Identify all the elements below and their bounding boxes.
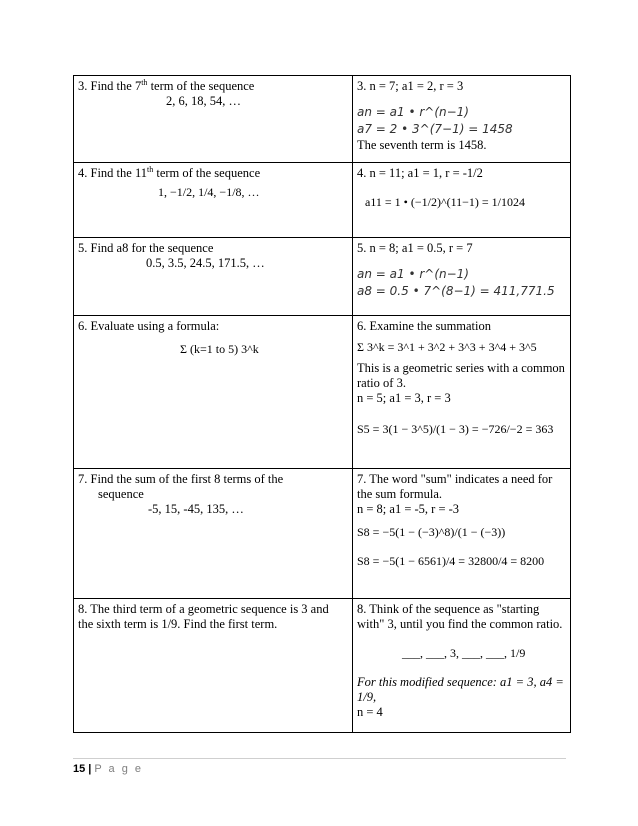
formula: an = a1 • r^(n−1) — [357, 105, 469, 119]
question-cell: 3. Find the 7th term of the sequence 2, 6, 18, 54, … — [74, 76, 353, 163]
table-row — [74, 238, 571, 316]
formula: a8 = 0.5 • 7^(8−1) = 411,771.5 — [357, 284, 555, 298]
formula: an = a1 • r^(n−1) — [357, 267, 469, 281]
question-cell: 8. The third term of a geometric sequence is 3 and the sixth term is 1/9. Find the first term. — [74, 599, 353, 733]
sequence-expression: 1, −1/2, 1/4, −1/8, … — [158, 185, 260, 199]
answer-cell: 5. n = 8; a1 = 0.5, r = 7 an = a1 • r^(n−1) a8 = 0.5 • 7^(8−1) = 411,771.5 — [353, 238, 571, 316]
problems-table — [73, 75, 571, 733]
answer-cell: 7. The word "sum" indicates a need for the sum formula. n = 8; a1 = -5, r = -3 S8 = −5(1 − (−3)^8)/(1 − (−3)) S8 = −5(1 − 6561)/4 = 32800/4 = 8200 — [353, 469, 571, 599]
formula: S8 = −5(1 − (−3)^8)/(1 − (−3)) — [357, 525, 506, 539]
page-footer — [73, 763, 143, 775]
question-cell: 6. Evaluate using a formula: Σ (k=1 to 5) 3^k — [74, 316, 353, 469]
page-word: P a g e — [94, 763, 143, 775]
footer-separator: | — [88, 763, 92, 775]
table-row — [74, 163, 571, 238]
table-row — [74, 469, 571, 599]
answer-cell: 4. n = 11; a1 = 1, r = -1/2 a11 = 1 • (−1/2)^(11−1) = 1/1024 — [353, 163, 571, 238]
modified-sequence: ___, ___, 3, ___, ___, 1/9 — [402, 646, 526, 660]
question-cell: 4. Find the 11th term of the sequence 1, −1/2, 1/4, −1/8, … — [74, 163, 353, 238]
formula: S5 = 3(1 − 3^5)/(1 − 3) = −726/−2 = 363 — [357, 422, 554, 436]
table-row — [74, 316, 571, 469]
answer-cell: 3. n = 7; a1 = 2, r = 3 an = a1 • r^(n−1) a7 = 2 • 3^(7−1) = 1458 The seventh term is 1458. — [353, 76, 571, 163]
question-cell: 5. Find a8 for the sequence 0.5, 3.5, 24.5, 171.5, … — [74, 238, 353, 316]
answer-cell: 6. Examine the summation Σ 3^k = 3^1 + 3^2 + 3^3 + 3^4 + 3^5 This is a geometric series with a common ratio of 3. n = 5; a1 = 3, r = 3 S5 = 3(1 − 3^5)/(1 − 3) = −726/−2 = 363 — [353, 316, 571, 469]
answer-cell: 8. Think of the sequence as "starting with" 3, until you find the common ratio. ___, ___, 3, ___, ___, 1/9 For this modified sequence: a1 = 3, a4 = 1/9, n = 4 — [353, 599, 571, 733]
formula: S8 = −5(1 − 6561)/4 = 32800/4 = 8200 — [357, 554, 545, 568]
table-row — [74, 76, 571, 163]
formula: a11 = 1 • (−1/2)^(11−1) = 1/1024 — [365, 195, 525, 209]
footer-divider — [73, 758, 566, 759]
table-row — [74, 599, 571, 733]
summation-expression: Σ (k=1 to 5) 3^k — [180, 342, 259, 356]
formula: Σ 3^k = 3^1 + 3^2 + 3^3 + 3^4 + 3^5 — [357, 340, 537, 354]
page-number: 15 — [73, 763, 86, 775]
formula: a7 = 2 • 3^(7−1) = 1458 — [357, 122, 513, 136]
question-cell: 7. Find the sum of the first 8 terms of the sequence -5, 15, -45, 135, … — [74, 469, 353, 599]
